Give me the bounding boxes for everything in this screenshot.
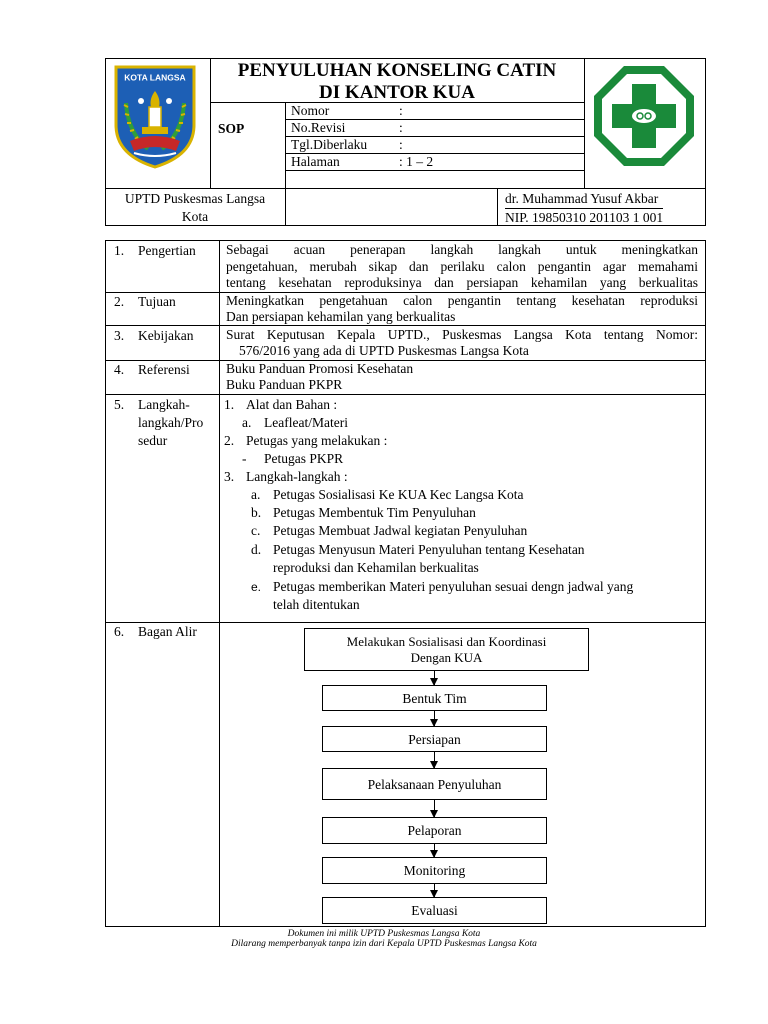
langkah-label-line: sedur (138, 433, 168, 448)
langkah-s1-num: 1. (224, 397, 235, 412)
divider (105, 188, 706, 189)
langkah-s1: Alat dan Bahan : (246, 397, 338, 412)
divider (285, 102, 286, 188)
langkah-num: 5. (114, 397, 125, 412)
langkah-s1a-mark: a. (242, 415, 252, 430)
meta-revisi-value: : (399, 120, 403, 135)
step-text: Petugas Membentuk Tim Penyuluhan (273, 505, 476, 520)
unit-line2: Kota (181, 209, 209, 224)
pengertian-text (226, 242, 698, 292)
kota-langsa-emblem-icon (112, 63, 198, 169)
kebijakan-line: 576/2016 yang ada di UPTD Puskesmas Langsa Kota (239, 343, 529, 358)
logo-text: KOTA LANGSA (124, 72, 186, 83)
signer-block (505, 190, 663, 227)
flow-step-evaluasi: Evaluasi (322, 897, 547, 924)
kota-langsa-logo (112, 63, 198, 169)
bagan-num: 6. (114, 624, 125, 639)
tujuan-label: Tujuan (138, 294, 176, 309)
referensi-num: 4. (114, 362, 125, 377)
tujuan-num: 2. (114, 294, 125, 309)
divider (584, 58, 585, 188)
langkah-label-line: Langkah- (138, 397, 190, 412)
puskesmas-logo (592, 64, 696, 168)
meta-halaman-label: Halaman (291, 154, 340, 169)
step-mark: d. (251, 542, 262, 557)
unit-line1: UPTD Puskesmas Langsa (124, 191, 266, 206)
flow-arrow (434, 884, 435, 897)
step-mark: a. (251, 487, 261, 502)
langkah-s3: Langkah-langkah : (246, 469, 348, 484)
kebijakan-label: Kebijakan (138, 328, 194, 343)
flow-step-pelaporan: Pelaporan (322, 817, 547, 844)
doc-title-line2: DI KANTOR KUA (319, 82, 475, 103)
footer (0, 929, 768, 949)
kebijakan-num: 3. (114, 328, 125, 343)
meta-nomor-value: : (399, 103, 403, 118)
pengertian-line: tentang kesehatan reproduksinya dan persiapan kehamilan yang berkualitas (226, 275, 698, 290)
flow-step-monitoring: Monitoring (322, 857, 547, 884)
signer-nip: NIP. 19850310 201103 1 001 (505, 210, 664, 225)
langkah-s2-num: 2. (224, 433, 235, 448)
flow-step-line: Dengan KUA (410, 649, 483, 665)
step-mark: c. (251, 523, 261, 538)
kebijakan-line: Surat Keputusan Kepala UPTD., Puskesmas Langsa Kota tentang Nomor: (226, 327, 698, 342)
divider (497, 188, 498, 226)
divider (105, 325, 706, 326)
flow-arrow (434, 844, 435, 857)
langkah-s2a-mark: - (242, 451, 247, 466)
flow-step-line: Melakukan Sosialisasi dan Koordinasi (346, 633, 547, 649)
step-mark: b. (251, 505, 262, 520)
langkah-label-line: langkah/Pro (138, 415, 204, 430)
step-text: Petugas Menyusun Materi Penyuluhan tentang Kesehatan (273, 542, 585, 557)
meta-tgl-value: : (399, 137, 403, 152)
puskesmas-emblem-icon (592, 64, 696, 168)
bagan-label: Bagan Alir (138, 624, 197, 639)
divider (105, 394, 706, 395)
step-text: telah ditentukan (273, 597, 360, 612)
tujuan-line: Meningkatkan pengetahuan calon pengantin tentang kesehatan reproduksi (226, 293, 698, 308)
kebijakan-text (226, 327, 698, 359)
step-mark: e. (251, 580, 262, 594)
flow-arrow (434, 671, 435, 685)
sop-label: SOP (218, 121, 245, 136)
step-text: Petugas Sosialisasi Ke KUA Kec Langsa Kota (273, 487, 524, 502)
pengertian-num: 1. (114, 243, 125, 258)
doc-title-line1: PENYULUHAN KONSELING CATIN (237, 60, 557, 81)
flow-step-pelaksanaan: Pelaksanaan Penyuluhan (322, 768, 547, 800)
flow-arrow (434, 752, 435, 768)
flow-arrow (434, 711, 435, 726)
step-text: reproduksi dan Kehamilan berkualitas (273, 560, 479, 575)
referensi-text (226, 361, 698, 393)
footer-line1: Dokumen ini milik UPTD Puskesmas Langsa Kota (287, 929, 481, 939)
flow-arrow (434, 800, 435, 817)
meta-halaman-value: : 1 – 2 (399, 154, 434, 169)
referensi-label: Referensi (138, 362, 190, 377)
tujuan-line: Dan persiapan kehamilan yang berkualitas (226, 309, 456, 324)
divider (285, 188, 286, 226)
divider (219, 240, 220, 927)
meta-revisi-label: No.Revisi (291, 120, 346, 135)
footer-line2: Dilarang memperbanyak tanpa izin dari Kepala UPTD Puskesmas Langsa Kota (231, 939, 537, 949)
flow-step-sosialisasi (304, 628, 589, 671)
pengertian-line: Sebagai acuan penerapan langkah langkah untuk meningkatkan (226, 242, 698, 257)
pengertian-line: pengetahuan, merubah sikap dan perilaku calon pengantin agar memahami (226, 258, 698, 274)
step-text: Petugas Membuat Jadwal kegiatan Penyuluhan (273, 523, 528, 538)
langkah-s2a: Petugas PKPR (264, 451, 344, 466)
pengertian-label: Pengertian (138, 243, 196, 258)
meta-tgl-label: Tgl.Diberlaku (291, 137, 368, 152)
signer-name: dr. Muhammad Yusuf Akbar (505, 190, 663, 209)
langkah-label (138, 396, 203, 450)
unit-name (105, 190, 285, 226)
langkah-s1a: Leafleat/Materi (264, 415, 348, 430)
langkah-s3-num: 3. (224, 469, 235, 484)
flow-step-bentuk-tim: Bentuk Tim (322, 685, 547, 711)
meta-nomor-label: Nomor (291, 103, 330, 118)
step-text: Petugas memberikan Materi penyuluhan sesuai dengn jadwal yang (273, 579, 634, 594)
langkah-s2: Petugas yang melakukan : (246, 433, 388, 448)
doc-title (210, 60, 584, 104)
referensi-line: Buku Panduan Promosi Kesehatan (226, 361, 414, 376)
flow-step-persiapan: Persiapan (322, 726, 547, 752)
referensi-line: Buku Panduan PKPR (226, 377, 343, 392)
tujuan-text (226, 293, 698, 325)
